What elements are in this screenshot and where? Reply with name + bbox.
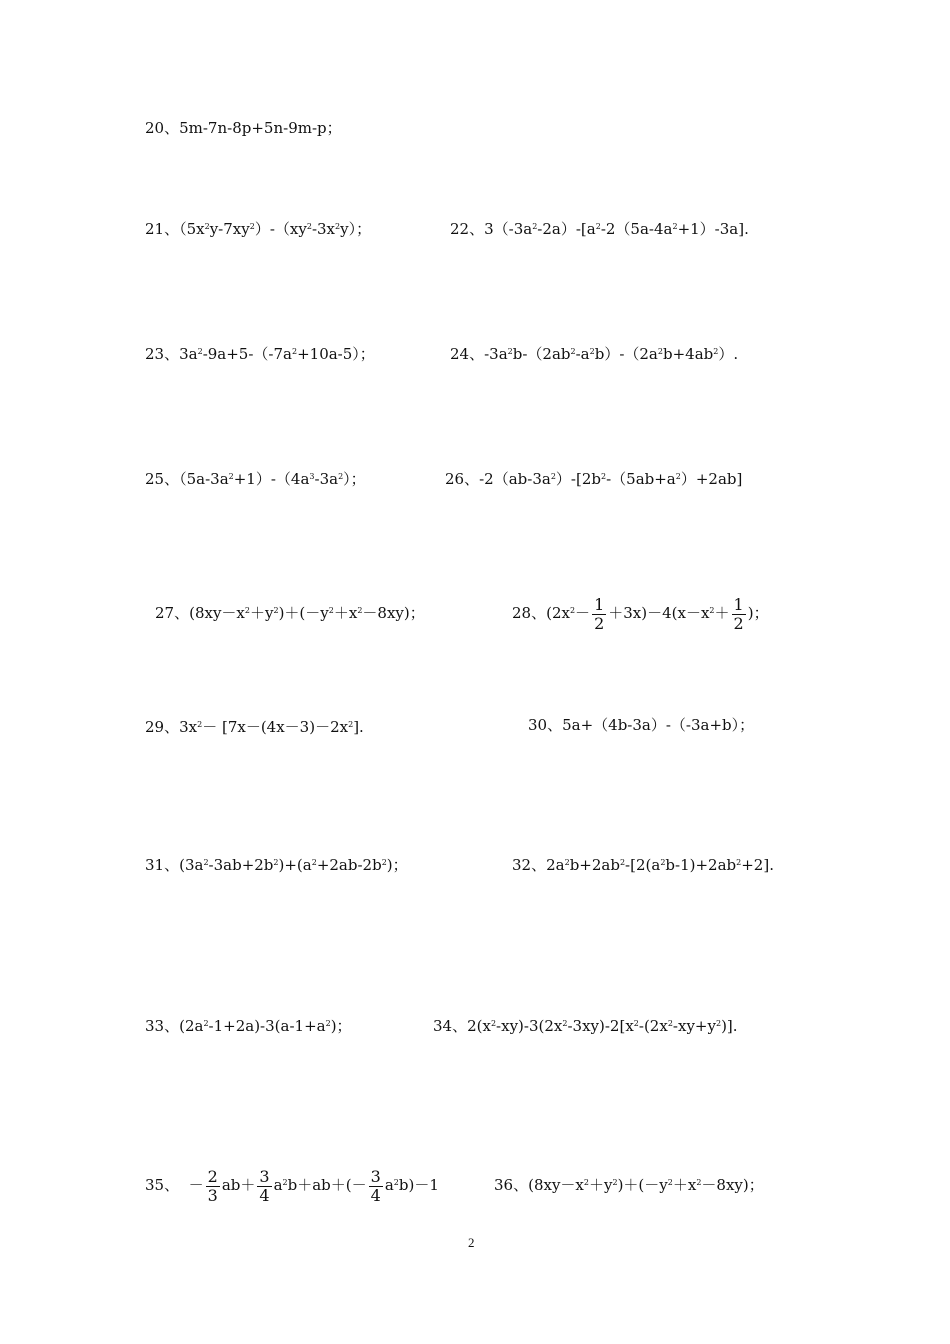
fraction: $\frac{3}{4}$ bbox=[259, 1166, 270, 1205]
problem-number: 25、 bbox=[145, 470, 180, 488]
problem-number: 20、 bbox=[145, 119, 180, 137]
page-number: 2 bbox=[468, 1235, 475, 1250]
problem-number: 36、 bbox=[494, 1176, 529, 1194]
problem-number: 24、 bbox=[450, 345, 485, 363]
problem-number: 21、 bbox=[145, 220, 180, 238]
problem-number: 26、 bbox=[445, 470, 480, 488]
problem-32: 32、$2a^2b+2ab^2-[2(a^2b-1)+2ab^2+2]$. bbox=[512, 856, 774, 874]
problem-23: 23、$3a^2-9a+5-(-7a^2+10a-5)$； bbox=[145, 345, 375, 363]
problem-number: 34、 bbox=[433, 1017, 468, 1035]
problem-34: 34、$2(x^2-xy)-3(2x^2-3xy)-2[x^2-(2x^2-xy+y^2)]$. bbox=[433, 1017, 738, 1035]
fraction: $\frac{1}{2}$ bbox=[594, 594, 605, 633]
problem-number: 30、 bbox=[528, 716, 563, 734]
problem-27: 27、$(8xy-x^2+y^2)+(-y^2+x^2-8xy)$； bbox=[155, 604, 425, 622]
problem-30: 30、5a+（4b-3a）-（-3a+b）； bbox=[528, 716, 755, 734]
problem-number: 33、 bbox=[145, 1017, 180, 1035]
fraction: $\frac{1}{2}$ bbox=[733, 594, 744, 633]
problem-28: 28、($2x^2-$ $\frac{1}{2}$ $+3x)-4(x-x^2+$ $\frac{1}{2}$ )； bbox=[512, 594, 769, 633]
problem-21: 21、$(5x^2y-7xy^2)-(xy^2-3x^2y)$； bbox=[145, 220, 372, 238]
problem-36: 36、$(8xy-x^2+y^2)+(-y^2+x^2-8xy)$； bbox=[494, 1176, 764, 1194]
problem-number: 22、 bbox=[450, 220, 485, 238]
problem-number: 23、 bbox=[145, 345, 180, 363]
problem-number: 27、 bbox=[155, 604, 190, 622]
problem-33: 33、$(2a^2-1+2a)-3(a-1+a^2)$； bbox=[145, 1017, 352, 1035]
problem-number: 28、 bbox=[512, 604, 547, 622]
problem-number: 32、 bbox=[512, 856, 547, 874]
problem-number: 35、 bbox=[145, 1176, 180, 1194]
problem-22: 22、$3(-3a^2-2a)-[a^2-2(5a-4a^2+1)-3a]$. bbox=[450, 220, 749, 238]
problem-31: 31、$(3a^2-3ab+2b^2)+(a^2+2ab-2b^2)$； bbox=[145, 856, 408, 874]
problem-29: 29、$3x^2- [7x-(4x-3)-2x^2]$. bbox=[145, 718, 364, 736]
problem-35: 35、 － $\frac{2}{3}$ ab＋ $\frac{3}{4}$ $a^2b+ab+(-$ $\frac{3}{4}$ $a^2b)-1$ bbox=[145, 1166, 439, 1205]
problem-24: 24、$-3a^2b-(2ab^2-a^2b)-(2a^2b+4ab^2)$. bbox=[450, 345, 739, 363]
problem-number: 29、 bbox=[145, 718, 180, 736]
problem-25: 25、$(5a-3a^2+1)-(4a^3-3a^2)$； bbox=[145, 470, 366, 488]
problem-26: 26、$-2(ab-3a^2)-[2b^2-(5ab+a^2)+2ab]$ bbox=[445, 470, 743, 488]
problem-number: 31、 bbox=[145, 856, 180, 874]
fraction: $\frac{3}{4}$ bbox=[370, 1166, 381, 1205]
problem-20: 20、5m-7n-8p+5n-9m-p； bbox=[145, 119, 342, 137]
fraction: $\frac{2}{3}$ bbox=[207, 1166, 218, 1205]
